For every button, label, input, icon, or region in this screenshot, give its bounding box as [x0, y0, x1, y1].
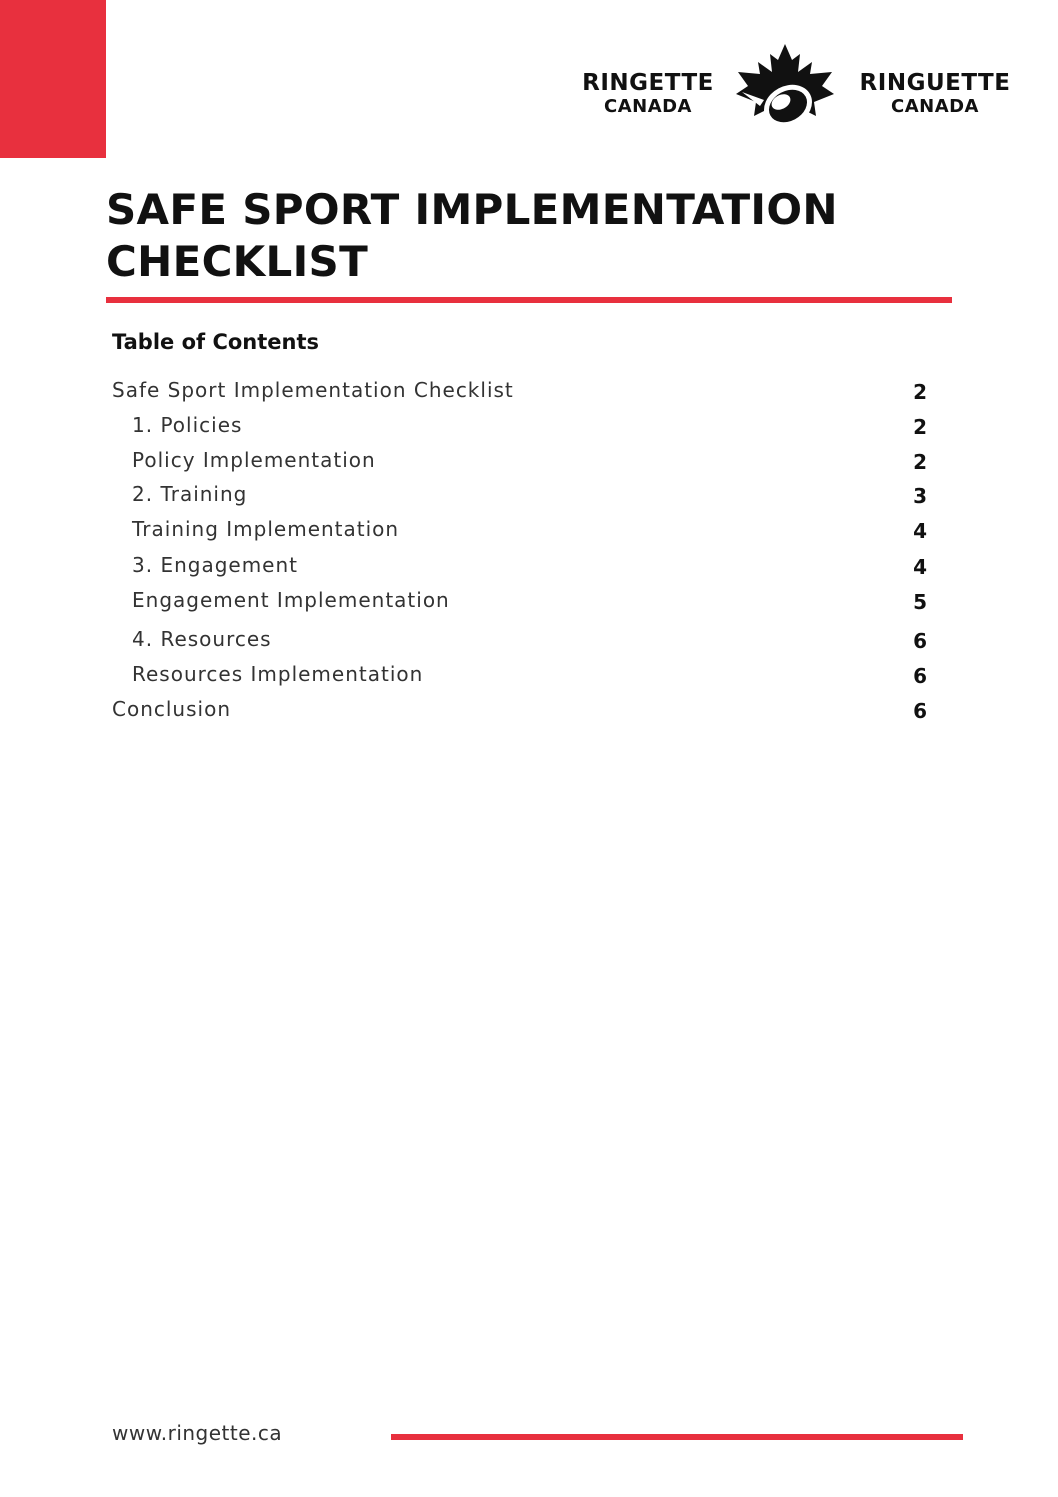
toc-entry-label: Engagement Implementation: [132, 588, 450, 612]
logo-french-wordmark: [846, 72, 1024, 116]
toc-entry-label: 4. Resources: [132, 627, 272, 651]
logo-right-line1: RINGUETTE: [859, 70, 1011, 96]
toc-entry-label: 3. Engagement: [132, 553, 299, 577]
toc-entry-page: 2: [913, 380, 927, 404]
toc-entry-policies[interactable]: [112, 413, 927, 443]
toc-entry-label: Resources Implementation: [132, 662, 424, 686]
logo-left-line1: RINGETTE: [582, 70, 714, 96]
toc-entry-page: 3: [913, 484, 927, 508]
toc-entry-conclusion[interactable]: [112, 697, 927, 727]
red-corner-accent: [0, 0, 106, 158]
title-divider: [106, 297, 952, 303]
toc-entry-page: 6: [913, 664, 927, 688]
maple-leaf-ring-icon: [734, 42, 836, 134]
toc-entry-page: 5: [913, 590, 927, 614]
toc-entry-page: 2: [913, 450, 927, 474]
toc-entry-label: Safe Sport Implementation Checklist: [112, 378, 514, 402]
toc-entry-page: 4: [913, 519, 927, 543]
toc-entry-label: 1. Policies: [132, 413, 243, 437]
logo-right-line2: CANADA: [890, 96, 979, 117]
toc-entry-training-implementation[interactable]: [112, 517, 927, 547]
toc-entry-resources[interactable]: [112, 627, 927, 657]
ringette-canada-logo: [570, 42, 1025, 134]
footer-website-link[interactable]: www.ringette.ca: [112, 1421, 283, 1445]
toc-entry-label: Conclusion: [112, 697, 231, 721]
toc-entry-page: 4: [913, 555, 927, 579]
toc-entry-label: Policy Implementation: [132, 448, 376, 472]
toc-entry-page: 6: [913, 629, 927, 653]
toc-entry-engagement[interactable]: [112, 553, 927, 583]
toc-entry-page: 2: [913, 415, 927, 439]
toc-entry-engagement-implementation[interactable]: [112, 588, 927, 618]
toc-entry-resources-implementation[interactable]: [112, 662, 927, 692]
footer-divider: [391, 1434, 963, 1440]
toc-entry-label: Training Implementation: [132, 517, 400, 541]
toc-heading: Table of Contents: [112, 330, 320, 354]
toc-entry-label: 2. Training: [132, 482, 248, 506]
toc-entry-safe-sport-checklist[interactable]: [112, 378, 927, 408]
toc-entry-page: 6: [913, 699, 927, 723]
document-title: SAFE SPORT IMPLEMENTATION CHECKLIST: [106, 185, 838, 286]
toc-entry-training[interactable]: [112, 482, 927, 512]
logo-english-wordmark: [572, 72, 724, 116]
logo-left-line2: CANADA: [603, 96, 692, 117]
toc-entry-policy-implementation[interactable]: [112, 448, 927, 478]
